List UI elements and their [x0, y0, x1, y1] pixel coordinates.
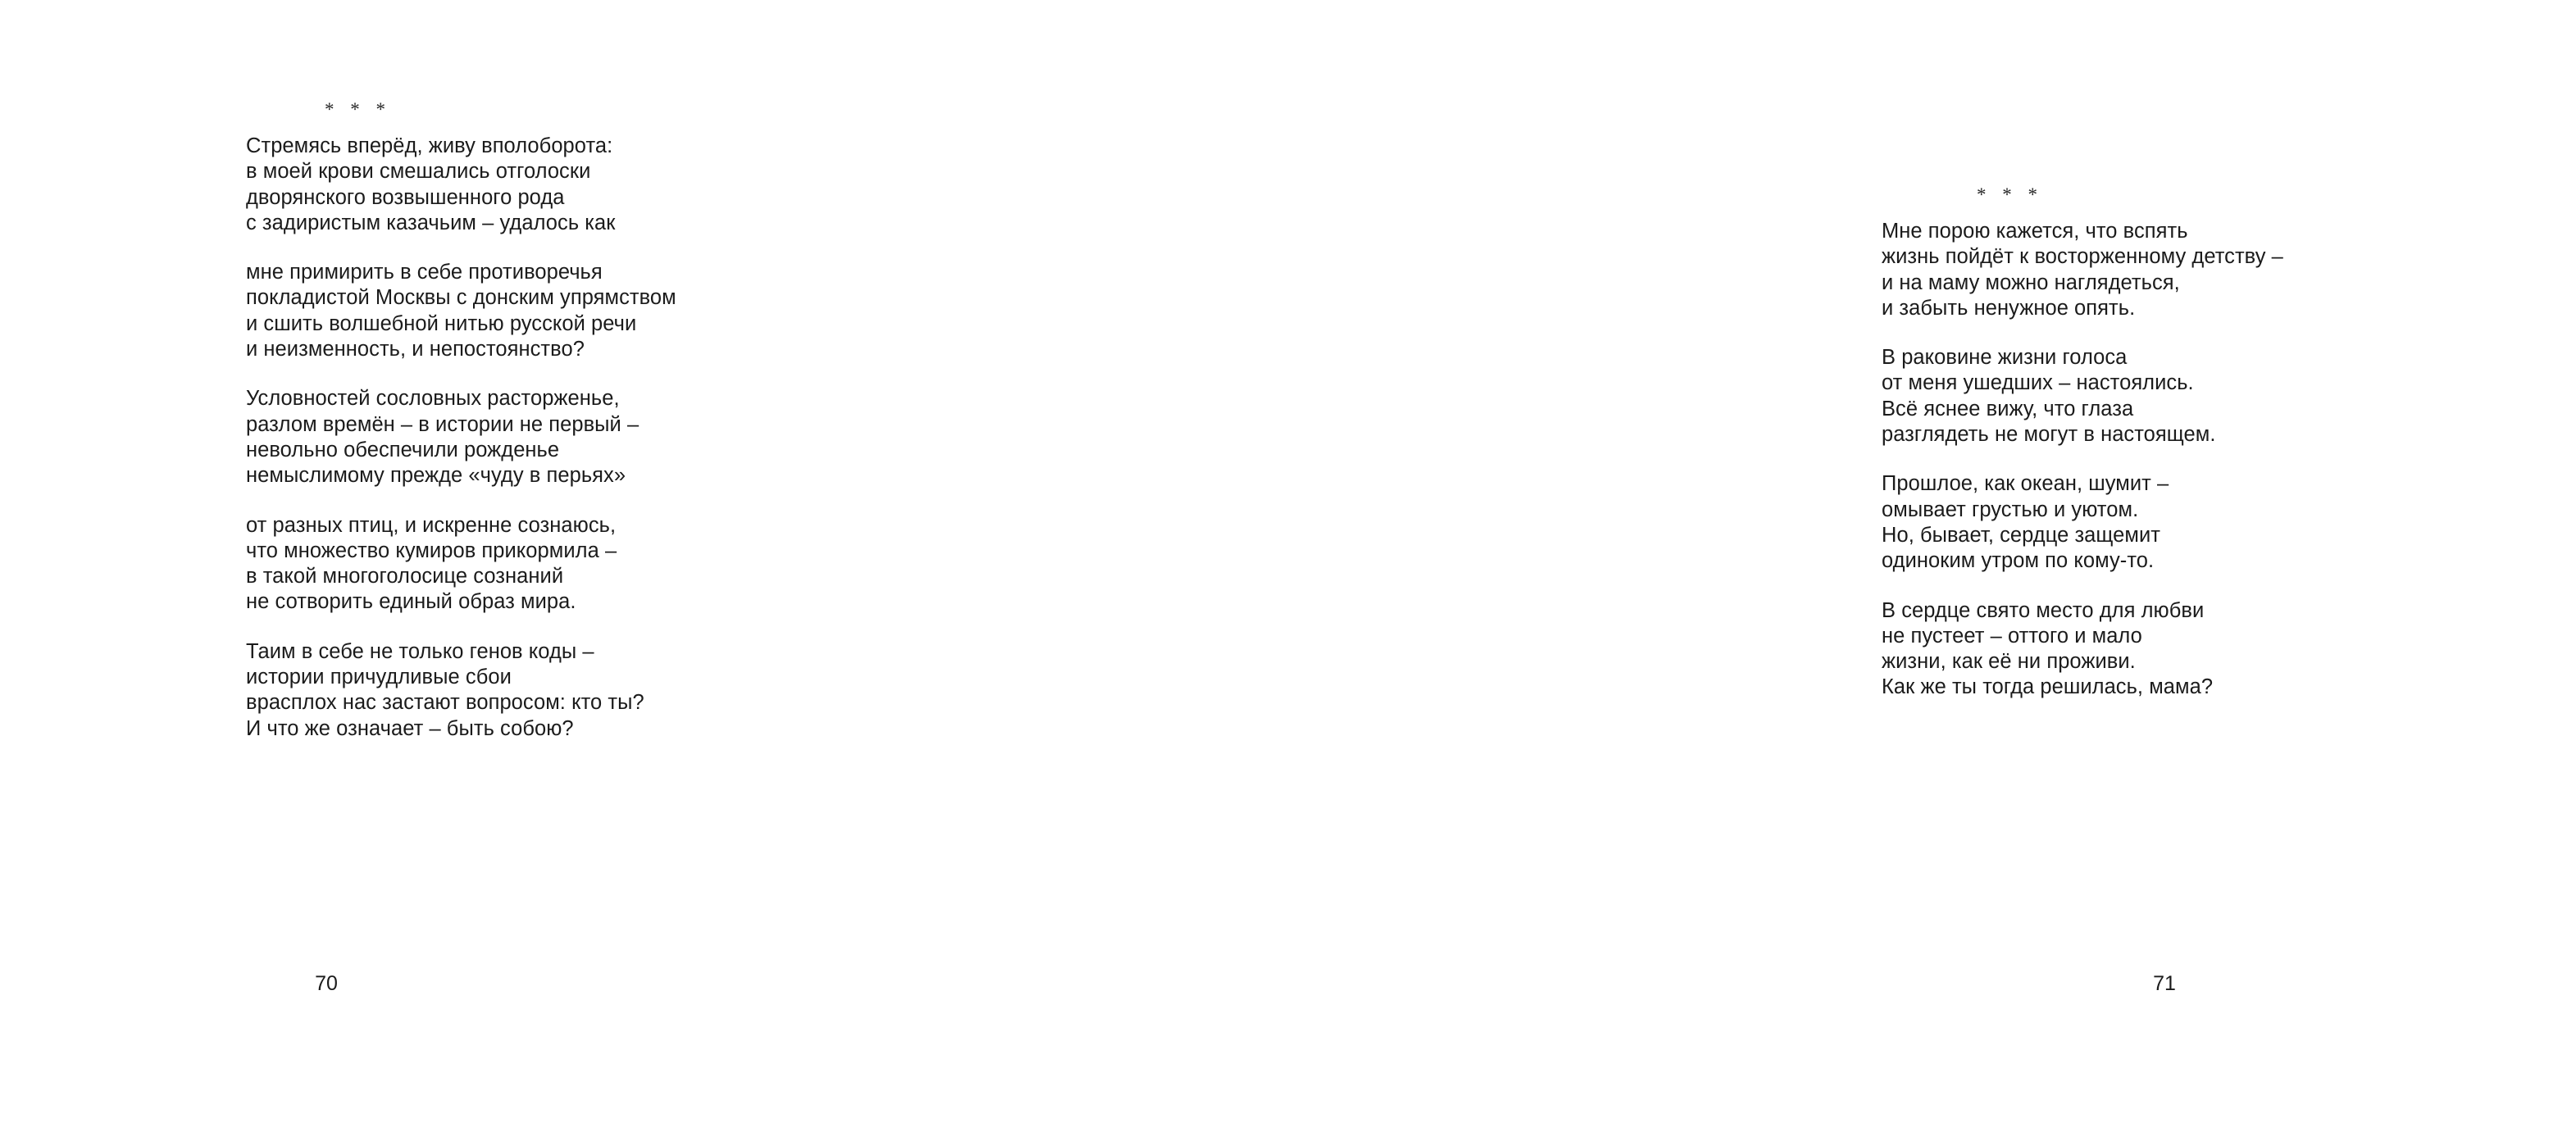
poem-line: покладистой Москвы с донским упрямством	[246, 286, 676, 310]
asterisk-separator-icon: * * *	[1977, 184, 2043, 205]
poem-right	[1882, 182, 2283, 701]
poem-line: Мне порою кажется, что вспять	[1882, 220, 2188, 243]
poem-line: невольно обеспечили рожденье	[246, 438, 560, 461]
poem-line: что множество кумиров прикормила –	[246, 538, 617, 562]
poem-line: от меня ушедших – настоялись.	[1882, 371, 2194, 395]
stanza	[1882, 345, 2283, 448]
page-left	[0, 0, 823, 1136]
poem-line: и сшить волшебной нитью русской речи	[246, 311, 637, 335]
poem-line: и неизменность, и непостоянство?	[246, 338, 585, 361]
poem-line: Как же ты тогда решилась, мама?	[1882, 675, 2214, 699]
poem-line: разлом времён – в истории не первый –	[246, 412, 639, 436]
poem-line: Но, бывает, сердце защемит	[1882, 523, 2160, 547]
poem-line: дворянского возвышенного рода	[246, 185, 565, 209]
poem-line: Всё яснее вижу, что глаза	[1882, 397, 2134, 420]
stanza	[1882, 471, 2283, 574]
stanza	[1882, 598, 2283, 701]
poem-line: жизни, как её ни проживи.	[1882, 650, 2136, 674]
poem-line: от разных птиц, и искренне сознаюсь,	[246, 513, 617, 537]
poem-line: с задиристым казачьим – удалось как	[246, 211, 616, 234]
poem-left	[246, 97, 676, 742]
asterisk-separator-icon: * * *	[325, 99, 391, 120]
stanza	[246, 386, 676, 488]
poem-line: и на маму можно наглядеться,	[1882, 270, 2180, 294]
poem-line: немыслимому прежде «чуду в перьях»	[246, 464, 626, 488]
page-number: 70	[315, 972, 338, 995]
poem-line: омывает грустью и уютом.	[1882, 498, 2139, 521]
page-number: 71	[2153, 972, 2176, 995]
stanza	[1882, 219, 2283, 321]
stanza	[246, 513, 676, 616]
poem-line: Таим в себе не только генов коды –	[246, 639, 594, 663]
poem-line: врасплох нас застают вопросом: кто ты?	[246, 691, 644, 715]
poem-line: Прошлое, как океан, шумит –	[1882, 472, 2169, 496]
stanza	[246, 134, 676, 236]
poem-line: и забыть ненужное опять.	[1882, 296, 2136, 320]
poem-line: Стремясь вперёд, живу вполоборота:	[246, 134, 613, 157]
poem-line: В сердце свято место для любви	[1882, 598, 2205, 622]
poem-line: в такой многоголосице сознаний	[246, 565, 564, 588]
poem-line: В раковине жизни голоса	[1882, 346, 2128, 370]
poem-line: не пустеет – оттого и мало	[1882, 624, 2142, 648]
poem-line: не сотворить единый образ мира.	[246, 590, 576, 614]
poem-line: жизнь пойдёт к восторженному детству –	[1882, 245, 2283, 269]
poem-line: разглядеть не могут в настоящем.	[1882, 423, 2216, 447]
stanza	[246, 639, 676, 742]
poem-line: мне примирить в себе противоречья	[246, 261, 603, 284]
poem-line: одиноким утром по кому-то.	[1882, 549, 2155, 573]
poem-line: Условностей сословных расторженье,	[246, 387, 620, 411]
stanza	[246, 260, 676, 362]
page-right	[824, 0, 2283, 1136]
poem-line: И что же означает – быть собою?	[246, 716, 574, 740]
poem-line: истории причудливые сбои	[246, 666, 512, 689]
poem-line: в моей крови смешались отголоски	[246, 160, 591, 184]
